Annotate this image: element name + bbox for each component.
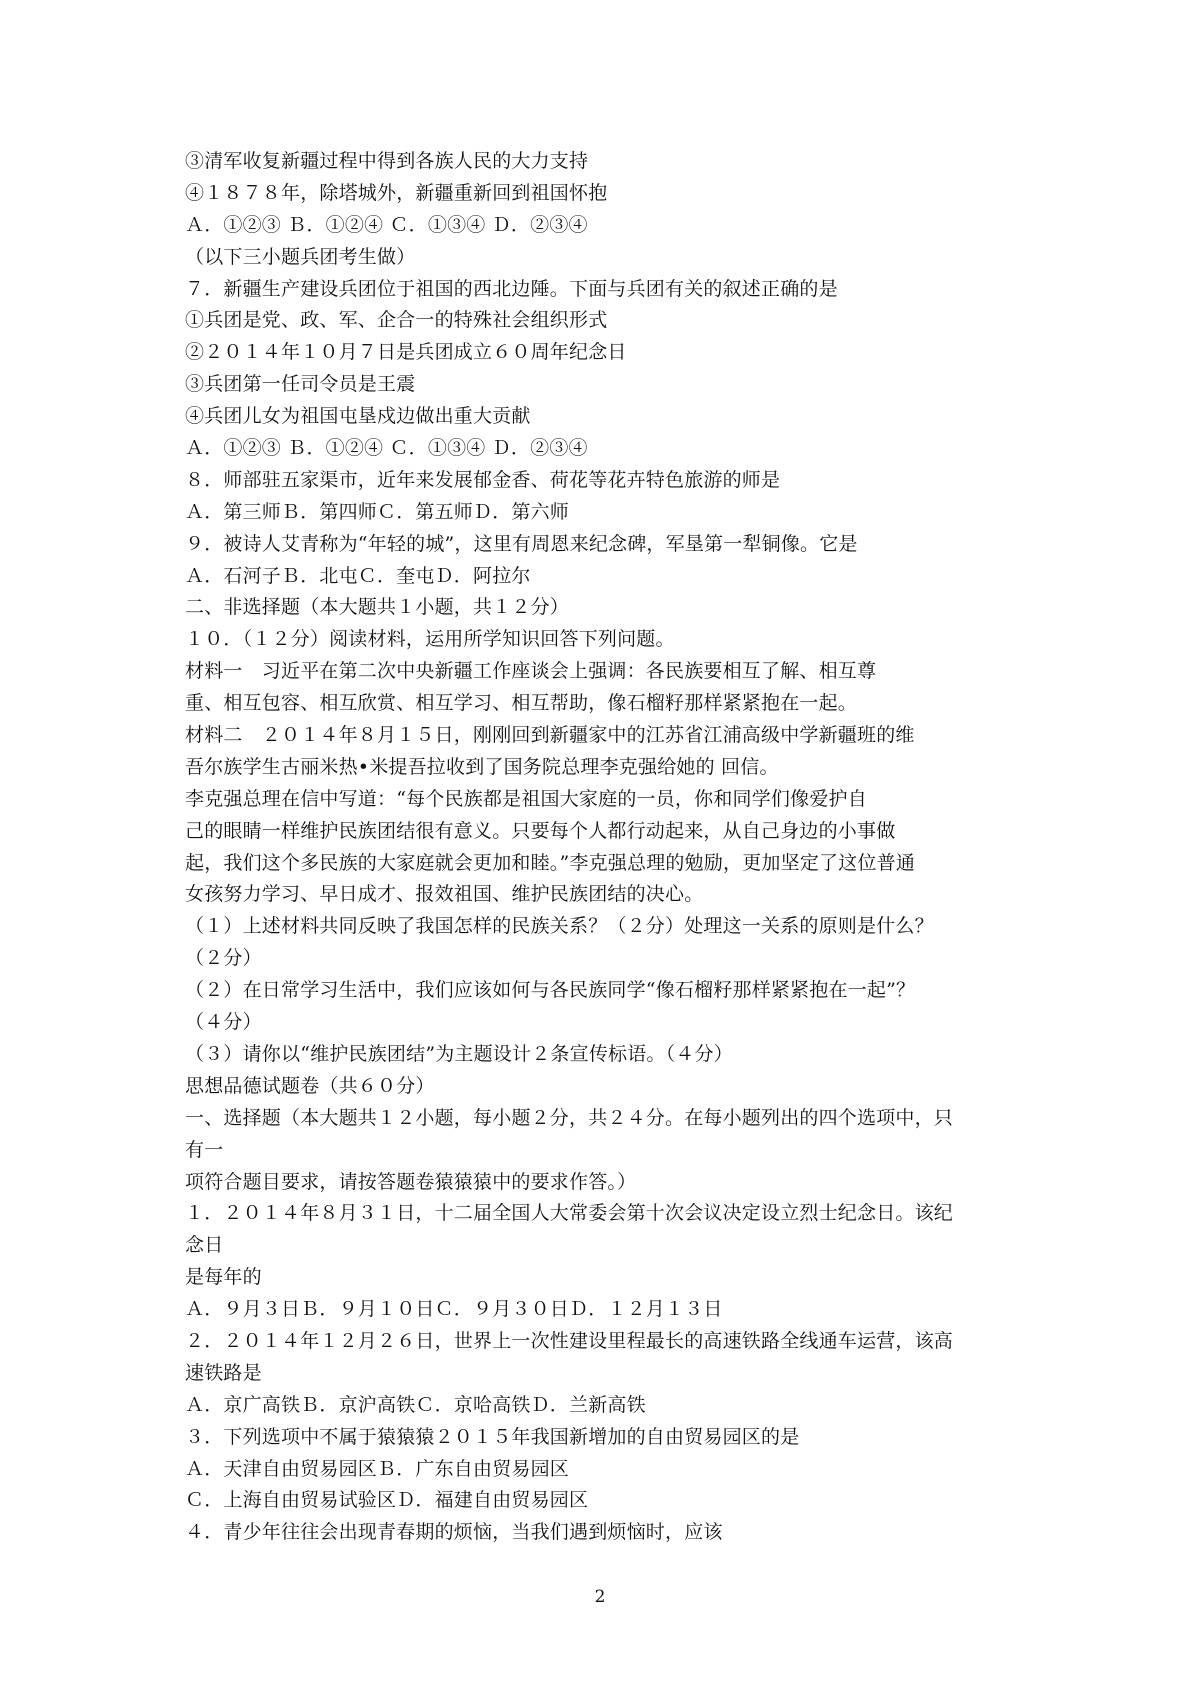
text-line: 材料一 习近平在第二次中央新疆工作座谈会上强调：各民族要相互了解、相互尊 [185,660,877,683]
text-line: Ｃ．上海自由贸易试验区Ｄ．福建自由贸易园区 [185,1489,589,1512]
text-line: （４分） [185,1011,262,1034]
text-line: Ａ．①②③ Ｂ．①②④ Ｃ．①③④ Ｄ．②③④ [185,437,588,460]
text-line: （１）上述材料共同反映了我国怎样的民族关系？（２分）处理这一关系的原则是什么？ [185,915,934,938]
text-line: 项符合题目要求，请按答题卷猿猿猿中的要求作答。） [185,1170,637,1193]
text-line: 重、相互包容、相互欣赏、相互学习、相互帮助，像石榴籽那样紧紧抱在一起。 [185,692,858,715]
text-line: ２．２０１４年１２月２６日，世界上一次性建设里程最长的高速铁路全线通车运营，该高 [185,1329,954,1352]
text-line: 李克强总理在信中写道：“每个民族都是祖国大家庭的一员，你和同学们像爱护自 [185,787,867,810]
text-line: ④兵团儿女为祖国屯垦戍边做出重大贡献 [185,405,531,428]
text-line: 己的眼睛一样维护民族团结很有意义。只要每个人都行动起来，从自己身边的小事做 [185,819,896,842]
text-line: （２分） [185,947,262,970]
text-line: 一、选择题（本大题共１２小题，每小题２分，共２４分。在每小题列出的四个选项中，只 [185,1106,954,1129]
text-line: Ａ．①②③ Ｂ．①②④ Ｃ．①③④ Ｄ．②③④ [185,213,588,236]
text-line: 吾尔族学生古丽米热•米提吾拉收到了国务院总理李克强给她的 回信。 [185,755,779,778]
text-line: 速铁路是 [185,1361,262,1384]
text-line: ③清军收复新疆过程中得到各族人民的大力支持 [185,150,589,172]
text-line: １．２０１４年８月３１日，十二届全国人大常委会第十次会议决定设立烈士纪念日。该纪 [185,1202,954,1225]
document-body [185,146,1045,1549]
text-line: ４．青少年往往会出现青春期的烦恼，当我们遇到烦恼时，应该 [185,1521,723,1544]
text-line: 是每年的 [185,1266,262,1289]
text-line: １０．（１２分）阅读材料，运用所学知识回答下列问题。 [185,628,675,651]
text-line: 念日 [185,1234,224,1257]
text-line: ８．师部驻五家渠市，近年来发展郁金香、荷花等花卉特色旅游的师是 [185,468,781,491]
text-line: 二、非选择题（本大题共１小题，共１２分） [185,596,570,619]
text-line: ④１８７８年，除塔城外，新疆重新回到祖国怀抱 [185,181,608,204]
text-line: ９．被诗人艾青称为“年轻的城”，这里有周恩来纪念碑，军垦第一犁铜像。它是 [185,532,858,555]
page-number: 2 [594,1587,606,1607]
text-line: （２）在日常学习生活中，我们应该如何与各民族同学“像石榴籽那样紧紧抱在一起”？ [185,979,916,1002]
text-line: Ａ．石河子Ｂ．北屯Ｃ．奎屯Ｄ．阿拉尔 [185,564,531,587]
text-line: 有一 [185,1138,224,1161]
text-line: （３）请你以“维护民族团结”为主题设计２条宣传标语。（４分） [185,1042,733,1065]
text-line: 思想品德试题卷（共６０分） [185,1074,435,1097]
text-line: ３．下列选项中不属于猿猿猿２０１５年我国新增加的自由贸易园区的是 [185,1425,800,1448]
text-line: Ａ．天津自由贸易园区Ｂ．广东自由贸易园区 [185,1457,570,1480]
text-line: 材料二 ２０１４年８月１５日，刚刚回到新疆家中的江苏省江浦高级中学新疆班的维 [185,724,915,747]
text-line: Ａ．９月３日Ｂ．９月１０日Ｃ．９月３０日Ｄ．１２月１３日 [185,1298,723,1321]
text-line: ②２０１４年１０月７日是兵团成立６０周年纪念日 [185,341,627,364]
text-line: 起，我们这个多民族的大家庭就会更加和睦。”李克强总理的勉励，更加坚定了这位普通 [185,851,916,874]
text-line: 女孩努力学习、早日成才、报效祖国、维护民族团结的决心。 [185,883,704,906]
text-line: ①兵团是党、政、军、企合一的特殊社会组织形式 [185,309,608,332]
text-line: Ａ．第三师Ｂ．第四师Ｃ．第五师Ｄ．第六师 [185,500,570,523]
text-line: ③兵团第一任司令员是王震 [185,373,416,396]
text-line: Ａ．京广高铁Ｂ．京沪高铁Ｃ．京哈高铁Ｄ．兰新高铁 [185,1393,646,1416]
text-line: （以下三小题兵团考生做） [185,245,416,268]
text-line: ７．新疆生产建设兵团位于祖国的西北边陲。下面与兵团有关的叙述正确的是 [185,277,838,300]
